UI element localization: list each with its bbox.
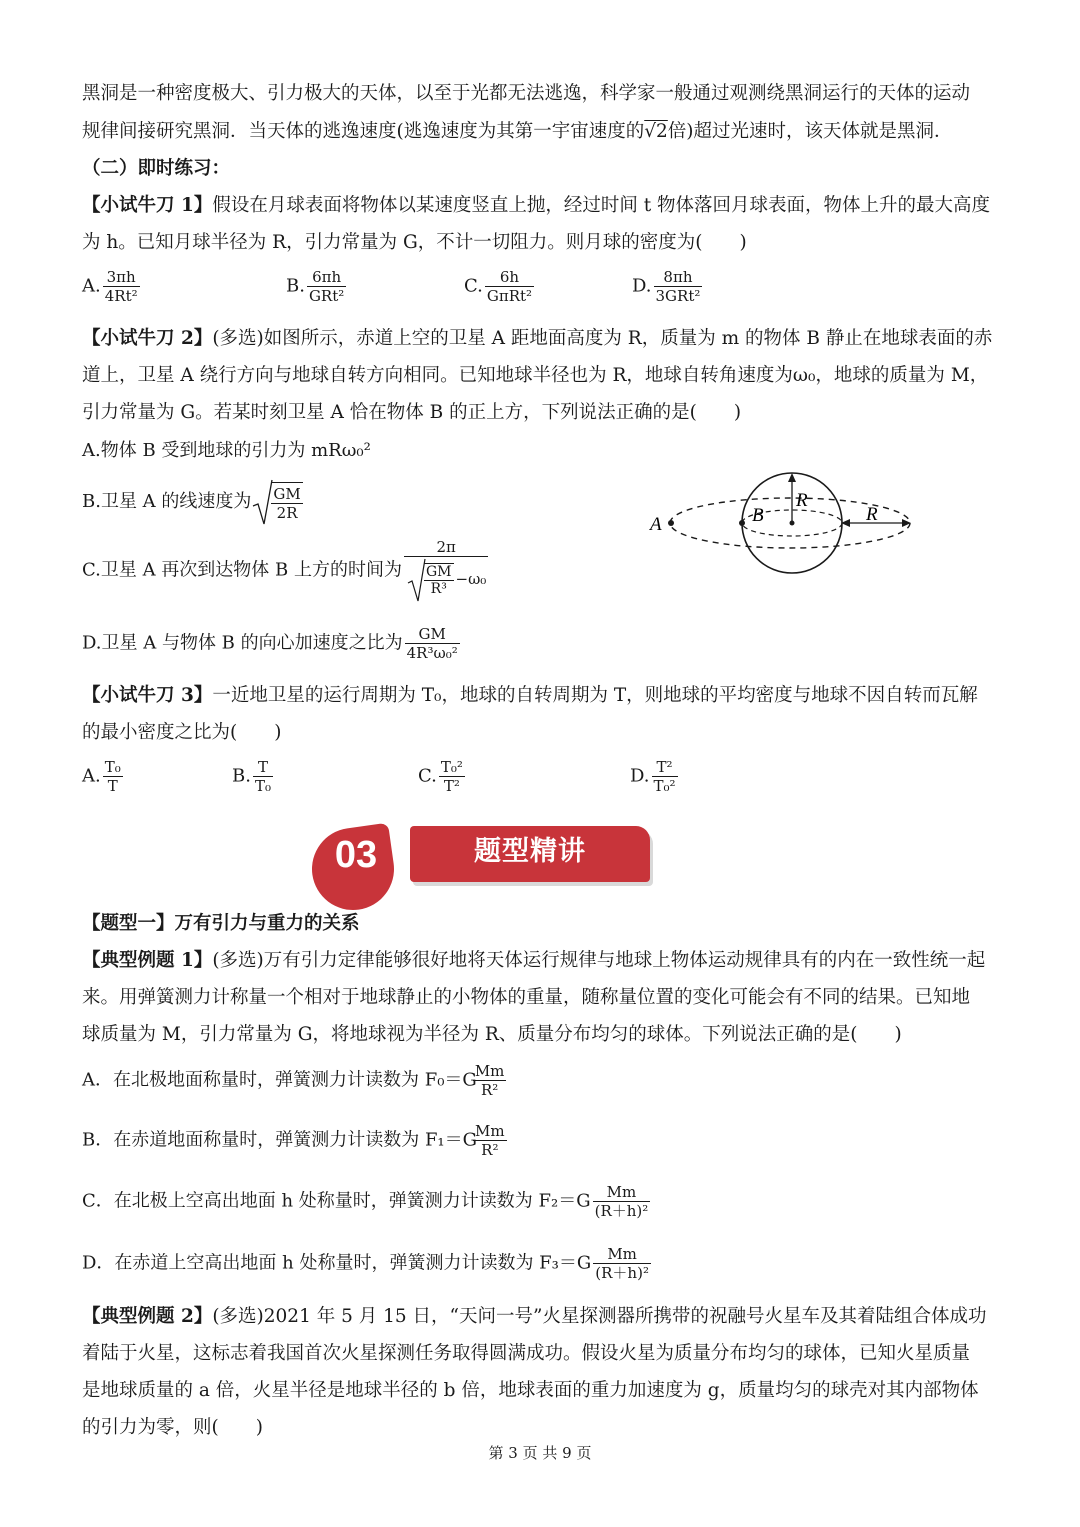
ex1-line-1 <box>82 949 985 973</box>
option-denominator: R² <box>480 1081 499 1099</box>
option-tail: −ω₀ <box>455 570 487 588</box>
option-denominator: 3GRt² <box>655 287 701 305</box>
q3-line-1 <box>82 684 978 708</box>
option-numerator: 6πh <box>307 268 346 287</box>
option-label: D. <box>632 275 652 297</box>
intro-line-2-b: 倍)超过光速时，该天体就是黑洞． <box>667 121 953 142</box>
option-denominator: 4Rt² <box>104 287 138 305</box>
ex2-text-1: (多选)2021 年 5 月 15 日，“天问一号”火星探测器所携带的祝融号火星车及其着陆组合体成功 <box>212 1306 987 1327</box>
option-prefix: B．在赤道地面称量时，弹簧测力计读数为 F₁＝G <box>82 1129 478 1151</box>
option-denominator: T <box>107 777 118 795</box>
option-label: A. <box>82 765 101 787</box>
q2-line-1 <box>82 327 992 351</box>
q1-line-1 <box>82 194 990 218</box>
label-a: A <box>650 514 662 535</box>
sqrt-icon <box>251 478 273 526</box>
q3-option-d[interactable] <box>630 758 680 795</box>
q2-option-d[interactable] <box>82 625 462 662</box>
option-label: C. <box>418 765 437 787</box>
option-prefix: C．在北极上空高出地面 h 处称量时，弹簧测力计读数为 F₂＝G <box>82 1190 591 1212</box>
q2-line-2: 道上，卫星 A 绕行方向与地球自转方向相同。已知地球半径也为 R，地球自转角速度为ω₀，地球的质量为 M， <box>82 365 989 386</box>
object-b-dot <box>739 520 745 526</box>
option-label: B. <box>286 275 305 297</box>
label-r-radius: R <box>796 490 808 511</box>
option-numerator: GM <box>405 625 460 644</box>
inner-numerator: GM <box>425 564 452 580</box>
option-denominator: T₀² <box>653 777 676 795</box>
section-title: （二）即时练习： <box>82 158 231 179</box>
q1-tag: 【小试牛刀 1】 <box>82 195 213 216</box>
option-numerator: T <box>253 758 273 777</box>
q2-tag: 【小试牛刀 2】 <box>82 328 213 349</box>
ex2-line-2: 着陆于火星，这标志着我国首次火星探测任务取得圆满成功。假设火星为质量分布均匀的球体，已知火星质量 <box>82 1343 971 1364</box>
q3-option-a[interactable] <box>82 758 125 795</box>
option-numerator: Mm <box>593 1183 651 1202</box>
q1-option-c[interactable] <box>464 268 536 305</box>
intro-line-1: 黑洞是一种密度极大、引力极大的天体，以至于光都无法逃逸，科学家一般通过观测绕黑洞运行的天体的运动 <box>82 83 971 104</box>
option-denominator: T₀ <box>254 777 271 795</box>
ex2-tag: 【典型例题 2】 <box>82 1306 213 1327</box>
ex2-line-1 <box>82 1305 986 1329</box>
option-label: C. <box>464 275 483 297</box>
ex1-line-2: 来。用弹簧测力计称量一个相对于地球静止的小物体的重量，随称量位置的变化可能会有不同的结果。已知地 <box>82 987 971 1008</box>
option-denominator: T² <box>443 777 460 795</box>
option-prefix: C.卫星 A 再次到达物体 B 上方的时间为 <box>82 559 402 581</box>
option-denominator: (R＋h)² <box>594 1202 649 1220</box>
option-numerator: T₀ <box>104 758 121 776</box>
q1-option-a[interactable] <box>82 268 142 305</box>
option-numerator: GM <box>273 485 301 503</box>
q2-option-a[interactable]: A.物体 B 受到地球的引力为 mRω₀² <box>82 440 371 461</box>
option-denominator: (R＋h)² <box>595 1264 649 1282</box>
q3-text-1: 一近地卫星的运行周期为 T₀，地球的自转周期为 T，则地球的平均密度与地球不因自转而瓦解 <box>212 685 978 706</box>
option-denominator: GπRt² <box>486 287 533 305</box>
q1-line-2: 为 h。已知月球半径为 R，引力常量为 G，不计一切阻力。则月球的密度为( ) <box>82 232 747 253</box>
inner-denominator: R³ <box>430 581 447 597</box>
option-prefix: D．在赤道上空高出地面 h 处称量时，弹簧测力计读数为 F₃＝G <box>82 1252 592 1274</box>
type1-title: 【题型一】万有引力与重力的关系 <box>82 913 360 934</box>
q2-option-c[interactable] <box>82 538 490 603</box>
label-r-altitude: R <box>866 504 878 525</box>
q3-line-2: 的最小密度之比为( ) <box>82 722 282 743</box>
ex1-option-a[interactable] <box>82 1062 508 1099</box>
option-numerator: 6h <box>485 268 534 287</box>
ex2-line-3: 是地球质量的 a 倍，火星半径是地球半径的 b 倍，地球表面的重力加速度为 g，质量均匀的球壳对其内部物体 <box>82 1380 979 1401</box>
option-numerator: Mm <box>475 1122 505 1140</box>
option-denominator: 4R³ω₀² <box>406 644 458 662</box>
q1-option-b[interactable] <box>286 268 348 305</box>
intro-line-2 <box>82 120 953 144</box>
option-numerator: Mm <box>593 1245 651 1264</box>
option-prefix: B.卫星 A 的线速度为 <box>82 491 252 512</box>
sqrt-icon <box>406 557 426 603</box>
page-footer: 第 3 页 共 9 页 <box>488 1444 592 1462</box>
earth-satellite-diagram <box>640 462 930 582</box>
ex1-line-3: 球质量为 M，引力常量为 G，将地球视为半径为 R、质量分布均匀的球体。下列说法正确的是( ) <box>82 1024 902 1045</box>
q3-option-c[interactable] <box>418 758 467 795</box>
ex1-option-b[interactable] <box>82 1122 509 1159</box>
ex1-option-c[interactable] <box>82 1183 652 1220</box>
option-label: A. <box>82 275 101 297</box>
q2-line-3: 引力常量为 G。若某时刻卫星 A 恰在物体 B 的正上方，下列说法正确的是( ) <box>82 402 742 423</box>
q2-option-b[interactable] <box>82 478 305 526</box>
option-prefix: D.卫星 A 与物体 B 的向心加速度之比为 <box>82 632 403 654</box>
intro-line-2-a: 规律间接研究黑洞．当天体的逃逸速度(逃逸速度为其第一宇宙速度的 <box>82 121 645 142</box>
ex1-option-d[interactable] <box>82 1245 653 1282</box>
option-numerator: T₀² <box>440 758 463 776</box>
option-denominator: R² <box>481 1141 499 1159</box>
option-numerator: Mm <box>474 1062 505 1080</box>
satellite-a-dot <box>668 520 674 526</box>
option-label: D. <box>630 765 650 787</box>
ex1-tag: 【典型例题 1】 <box>82 950 213 971</box>
sqrt-two: √2 <box>644 121 668 142</box>
q1-option-d[interactable] <box>632 268 704 305</box>
q2-text-1: (多选)如图所示，赤道上空的卫星 A 距地面高度为 R，质量为 m 的物体 B 静止在地球表面的赤 <box>212 328 993 349</box>
option-denominator: 2R <box>276 504 298 522</box>
q1-text-1: 假设在月球表面将物体以某速度竖直上抛，经过时间 t 物体落回月球表面，物体上升的最大高度 <box>212 195 991 216</box>
option-numerator: T² <box>652 758 678 777</box>
earth-center-dot <box>790 521 795 526</box>
option-prefix: A．在北极地面称量时，弹簧测力计读数为 F₀＝G <box>82 1069 477 1091</box>
ex2-line-4: 的引力为零，则( ) <box>82 1417 263 1438</box>
section-banner-title: 题型精讲 <box>474 836 586 867</box>
option-denominator: GRt² <box>308 287 345 305</box>
q3-option-b[interactable] <box>232 758 275 795</box>
label-b: B <box>752 505 764 526</box>
option-label: B. <box>232 765 251 787</box>
section-number: 03 <box>334 834 378 876</box>
option-numerator: 3πh <box>103 268 140 287</box>
option-numerator: 8πh <box>654 268 703 287</box>
option-numerator: 2π <box>404 538 488 557</box>
q3-tag: 【小试牛刀 3】 <box>82 685 213 706</box>
ex1-text-1: (多选)万有引力定律能够很好地将天体运行规律与地球上物体运动规律具有的内在一致性统一起 <box>212 950 986 971</box>
